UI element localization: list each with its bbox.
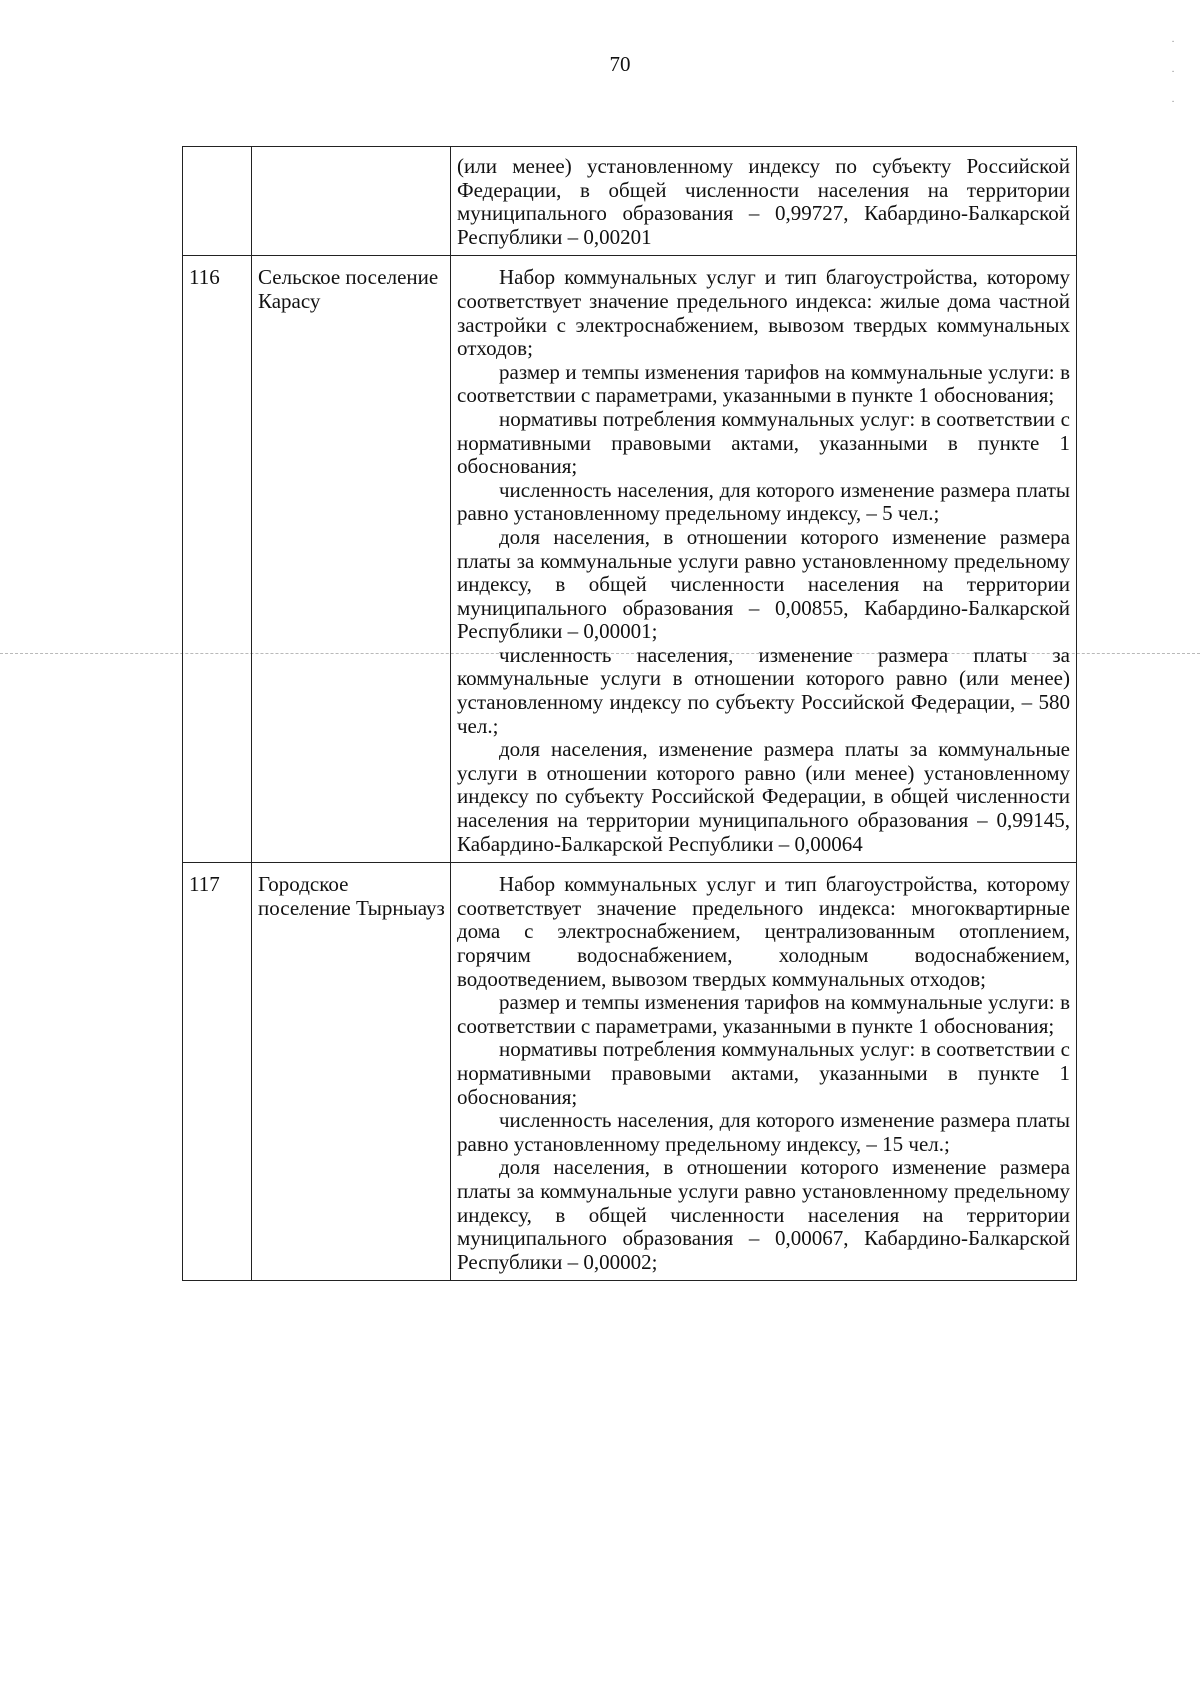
row-number-cell: 117 xyxy=(183,863,252,1281)
table-row xyxy=(183,256,1077,863)
description-paragraph: нормативы потребления коммунальных услуг: в соответствии с нормативными правовыми актами, указанными в пункте 1 обоснования; xyxy=(457,406,1070,479)
description-paragraph: размер и темпы изменения тарифов на коммунальные услуги: в соответствии с параметрами, указанными в пункте 1 обоснования; xyxy=(457,359,1070,408)
settlement-name-cell xyxy=(252,147,451,256)
settlements-table xyxy=(182,146,1077,1281)
page-number: 70 xyxy=(609,52,631,76)
description-paragraph: численность населения, для которого изменение размера платы равно установленному предельному индексу, – 15 чел.; xyxy=(457,1108,1070,1156)
description-paragraph: нормативы потребления коммунальных услуг: в соответствии с нормативными правовыми актами, указанными в пункте 1 обоснования; xyxy=(457,1037,1070,1109)
settlement-name-cell: Сельское поселение Карасу xyxy=(252,256,451,863)
table-row xyxy=(183,863,1077,1281)
description-paragraph: доля населения, в отношении которого изменение размера платы за коммунальные услуги равно установленному предельному индексу, в общей численности населения на территории муниципального образования – 0,00855, Кабардино-Балкарской Республики – 0,00001; xyxy=(457,524,1070,644)
description-paragraph: численность населения, изменение размера платы за коммунальные услуги в отношении которого равно (или менее) установленному индексу по субъекту Российской Федерации, – 580 чел.; xyxy=(457,642,1070,738)
description-paragraph: Набор коммунальных услуг и тип благоустройства, которому соответствует значение предельного индекса: жилые дома частной застройки с электроснабжением, вывозом твердых коммунальных отходов; xyxy=(457,265,1070,361)
table-body xyxy=(183,147,1077,1281)
description-cell xyxy=(451,256,1077,863)
description-paragraph: Набор коммунальных услуг и тип благоустройства, которому соответствует значение предельного индекса: многоквартирные дома с электроснабжением, централизованным отоплением, горячим водоснабжением, холодным водоснабжением, водоотведением, вывозом твердых коммунальных отходов; xyxy=(457,872,1070,991)
scan-margin-marks: · · · xyxy=(1171,37,1175,108)
description-paragraph: (или менее) установленному индексу по субъекту Российской Федерации, в общей численности населения на территории муниципального образования – 0,99727, Кабардино-Балкарской Республики – 0,00201 xyxy=(457,154,1070,249)
description-cell xyxy=(451,863,1077,1281)
table-row xyxy=(183,147,1077,256)
description-paragraph: численность населения, для которого изменение размера платы равно установленному предельному индексу, – 5 чел.; xyxy=(457,477,1070,526)
settlement-name-cell: Городское поселение Тырныауз xyxy=(252,863,451,1281)
description-paragraph: доля населения, изменение размера платы за коммунальные услуги в отношении которого равно (или менее) установленному индексу по субъекту Российской Федерации, в общей численности населения на территории муниципального образования – 0,99145, Кабардино-Балкарской Республики – 0,00064 xyxy=(457,737,1070,856)
description-paragraph: доля населения, в отношении которого изменение размера платы за коммунальные услуги равно установленному предельному индексу, в общей численности населения на территории муниципального образования – 0,00067, Кабардино-Балкарской Республики – 0,00002; xyxy=(457,1155,1070,1274)
row-number-cell: 116 xyxy=(183,256,252,863)
description-paragraph: размер и темпы изменения тарифов на коммунальные услуги: в соответствии с параметрами, указанными в пункте 1 обоснования; xyxy=(457,990,1070,1038)
row-number-cell xyxy=(183,147,252,256)
description-cell xyxy=(451,147,1077,256)
